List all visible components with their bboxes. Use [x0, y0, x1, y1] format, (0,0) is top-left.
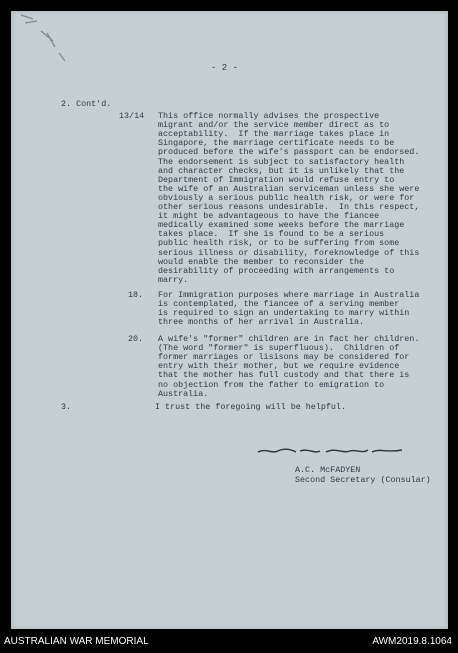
paragraph-line: the wife of an Australian serviceman unless she were: [158, 183, 420, 194]
closing-text: I trust the foregoing will be helpful.: [155, 402, 346, 412]
paragraph-number: 13/14: [119, 111, 145, 121]
footer-accession-number: AWM2019.8.1064: [372, 636, 452, 647]
paragraph-line: Singapore, the marriage certificate needs to be: [158, 138, 395, 149]
page-number: - 2 -: [211, 63, 239, 73]
paragraph-line: obviously a serious public health risk, or were for: [158, 192, 415, 203]
paragraph-line: acceptability. If the marriage takes place in: [158, 129, 390, 140]
paragraph-line: produced before the wife's passport can be endorsed.: [158, 147, 420, 158]
paragraph-line: other serious reasons undesirable. In this respect,: [158, 202, 420, 212]
signatory-name: A.C. McFADYEN: [295, 465, 361, 475]
paragraph-line: it might be advantageous to have the fiancee: [158, 211, 380, 222]
paragraph-line: former marriages or lisisons may be considered for: [158, 352, 410, 363]
paragraph-line: that the mother has full custody and that there is: [158, 370, 410, 381]
staple-marks: [19, 11, 67, 66]
paragraph-line: A wife's "former" children are in fact her children.: [158, 334, 420, 344]
handwritten-signature: [256, 443, 406, 457]
archive-footer: [0, 629, 458, 653]
paragraph-line: Department of Immigration would refuse entry to: [158, 174, 395, 185]
paragraph-line: entry with their mother, but we require evidence: [158, 361, 400, 372]
paragraph-line: serious illness or disability, foreknowledge of this: [158, 247, 420, 258]
paragraph-line: The endorsement is subject to satisfactory health: [158, 156, 405, 167]
paragraph-line: is required to sign an undertaking to marry within: [158, 308, 410, 319]
footer-institution: AUSTRALIAN WAR MEMORIAL: [4, 636, 149, 647]
paragraph-line: desirability of proceeding with arrangements to: [158, 265, 395, 276]
paragraph-line: For Immigration purposes where marriage in Australia: [158, 290, 420, 300]
closing-number: 3.: [61, 402, 72, 412]
paragraph-line: medically examined some weeks before the marriage: [158, 220, 405, 231]
paragraph-line: Australia.: [158, 388, 209, 399]
paragraph-line: public health risk, or to be suffering from some: [158, 238, 400, 249]
section-heading: 2. Cont'd.: [61, 99, 112, 109]
paragraph-line: three months of her arrival in Australia.: [158, 317, 365, 328]
paragraph-line: migrant and/or the service member direct as to: [158, 120, 390, 131]
paragraph-line: would enable the member to reconsider the: [158, 256, 365, 267]
signatory-title: Second Secretary (Consular): [295, 475, 431, 485]
paragraph-line: is contemplated, the fiancee of a serving member: [158, 299, 400, 310]
paragraph-line: marry.: [158, 274, 189, 285]
paragraph-line: (The word "former" is superfluous). Children of: [158, 343, 400, 354]
paragraph-number: 18.: [128, 290, 144, 300]
document-page: [11, 11, 448, 629]
paragraph-line: and character checks, but it is unlikely that the: [158, 165, 405, 176]
paragraph-line: This office normally advises the prospective: [158, 111, 380, 121]
paragraph-number: 20.: [128, 334, 144, 344]
paragraph-line: takes place. If she is found to be a serious: [158, 229, 385, 240]
paragraph-line: no objection from the father to emigration to: [158, 379, 385, 390]
